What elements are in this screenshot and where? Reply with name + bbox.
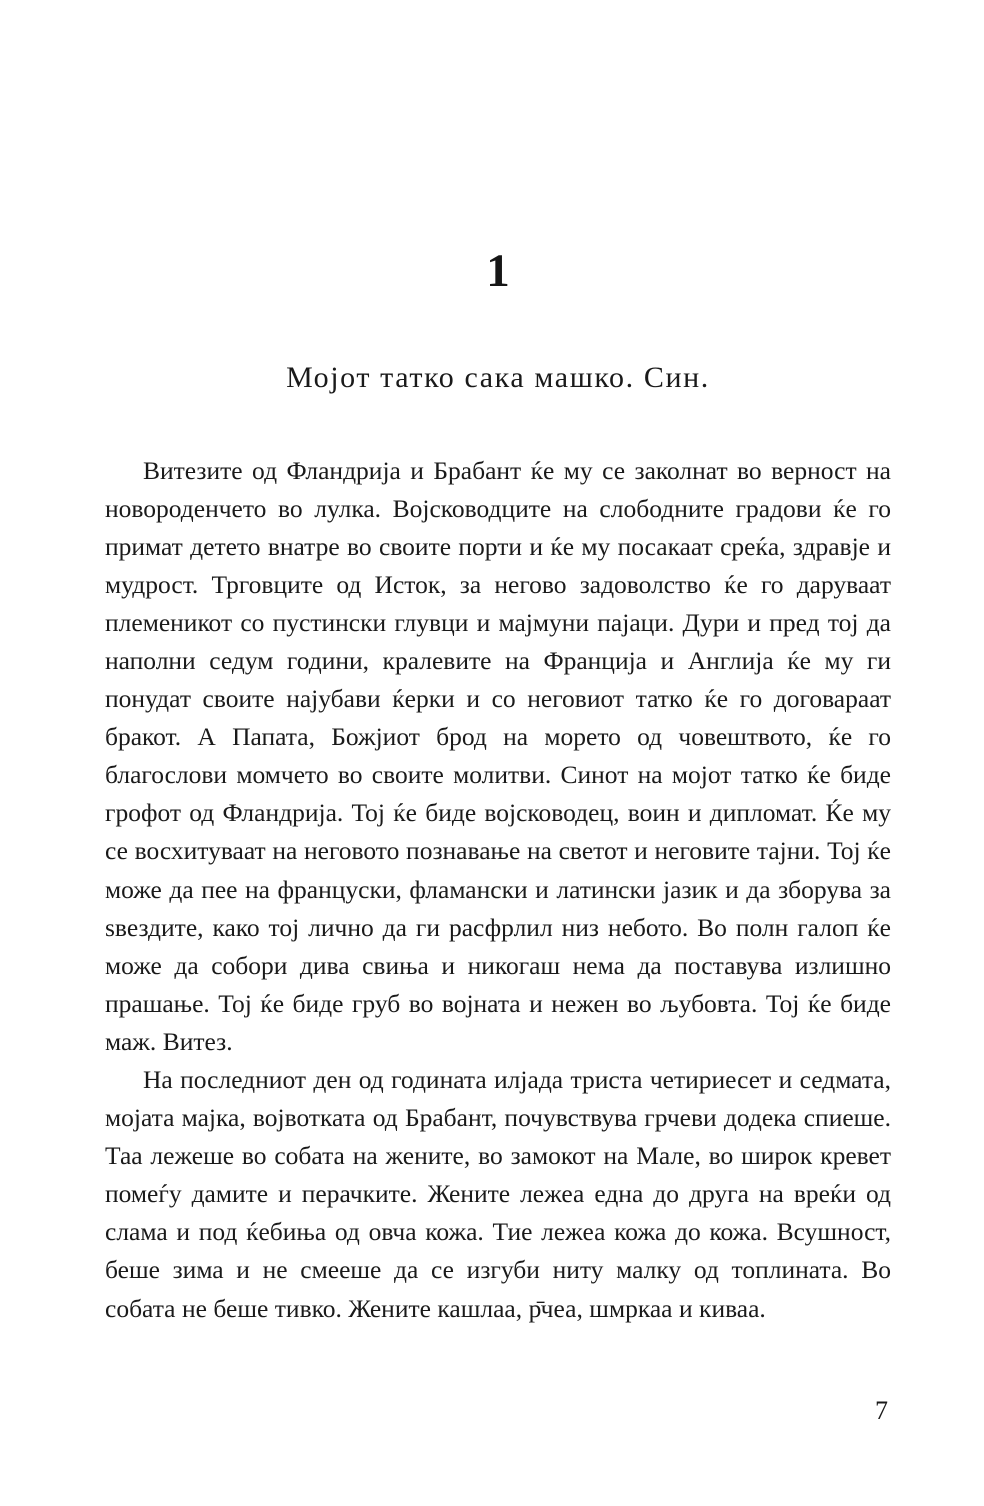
page-number: 7	[875, 1396, 888, 1425]
paragraph: На последниот ден од годината илјада триста четириесет и седмата, мојата мајка, војвотката од Брабант, почувствува грчеви додека спиеше. Таа лежеше во собата на жените, во замокот на Мале, во широк кревет помеѓу дамите и перачките. Жените лежеа една до друга на вреќи од слама и под ќебиња од овча кожа. Тие лежеа кожа до кожа. Всушност, беше зима и не смееше да се изгуби ниту малку од топлината. Во собата не беше тивко. Жените кашлаа, р̄чеа, шмркаа и киваа.	[105, 1065, 891, 1323]
page-content	[105, 0, 891, 1328]
paragraph: Витезите од Фландрија и Брабант ќе му се заколнат во верност на новороденчето во лулка. Војсководците на слободните градови ќе го примат детето внатре во своите порти и ќе му посакаат среќа, здравје и мудрост. Трговците од Исток, за негово задоволство ќе го даруваат племеникот со пустински глувци и мајмуни пајаци. Дури и пред тој да наполни седум години, кралевите на Франција и Англија ќе му ги понудат своите најубави ќерки и со неговиот татко ќе го договараат бракот. А Папата, Божјиот брод на морето од човештвото, ќе го благослови момчето во своите молитви. Синот на мојот татко ќе биде грофот од Фландрија. Тој ќе биде војсководец, воин и дипломат. Ќе му се восхитуваат на неговото познавање на светот и неговите тајни. Тој ќе може да пее на француски, фламански и латински јазик и да зборува за ѕвездите, како тој лично да ги расфрлил низ небото. Во полн галоп ќе може да собори дива свиња и никогаш нема да поставува излишно прашање. Тој ќе биде груб во војната и нежен во љубовта. Тој ќе биде маж. Витез.	[105, 455, 891, 1056]
chapter-subtitle: Мојот татко сака машко. Син.	[286, 361, 710, 394]
chapter-number: 1	[486, 245, 510, 297]
body-text	[105, 396, 891, 1328]
